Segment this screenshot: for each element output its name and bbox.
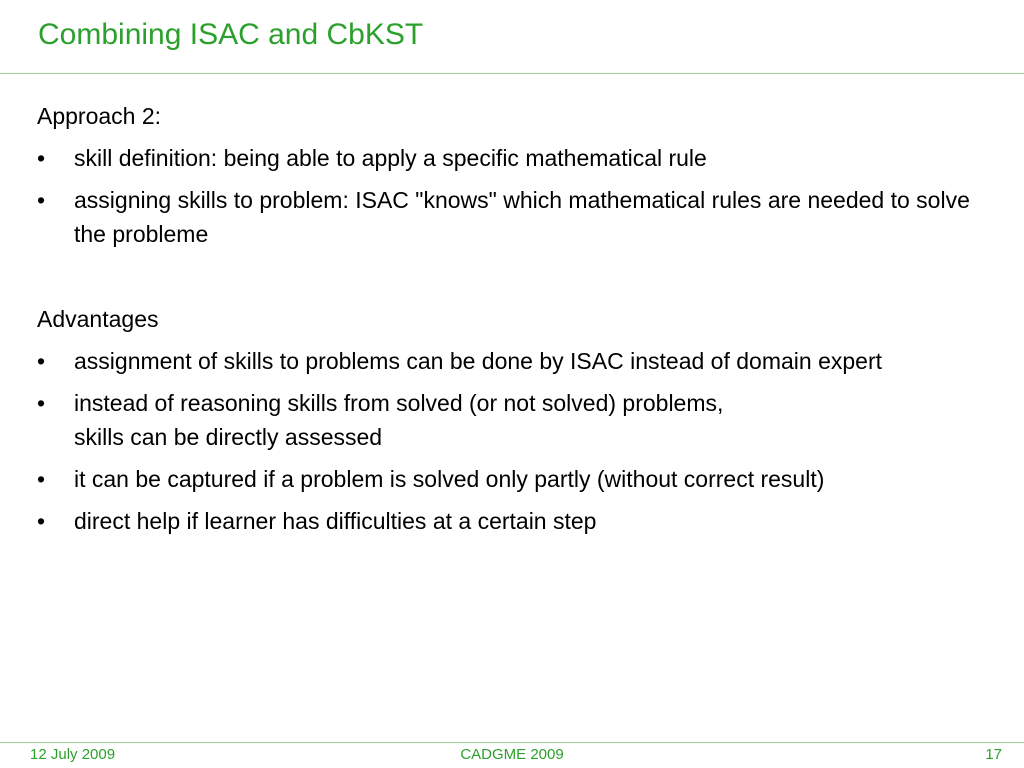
bullet-icon: • — [37, 145, 46, 171]
slide-body — [37, 99, 1007, 546]
list-item — [37, 183, 1007, 251]
bullet-text: skill definition: being able to apply a specific mathematical rule — [74, 145, 707, 171]
footer-page-number: 17 — [985, 746, 1002, 763]
footer-date: 12 July 2009 — [30, 746, 116, 763]
section-spacer — [37, 259, 1007, 302]
slide-title: Combining ISAC and CbKST — [38, 18, 424, 51]
footer-event: CADGME 2009 — [460, 746, 564, 763]
bullet-text: assigning skills to problem: ISAC "knows" which mathematical rules are needed to solve the probleme — [74, 187, 970, 247]
bullet-text: instead of reasoning skills from solved (or not solved) problems, skills can be directly assessed — [74, 390, 724, 450]
bullet-icon: • — [37, 390, 46, 416]
title-divider — [0, 73, 1024, 74]
bullet-icon: • — [37, 187, 46, 213]
footer-divider — [0, 742, 1024, 743]
section-heading-approach: Approach 2: — [37, 103, 162, 129]
bullet-icon: • — [37, 348, 46, 374]
bullet-text: direct help if learner has difficulties at a certain step — [74, 508, 597, 534]
list-item — [37, 386, 1007, 454]
bullet-icon: • — [37, 508, 46, 534]
bullet-text: assignment of skills to problems can be done by ISAC instead of domain expert — [74, 348, 882, 374]
bullet-icon: • — [37, 466, 46, 492]
list-item — [37, 462, 1007, 496]
list-item — [37, 141, 1007, 175]
bullet-text: it can be captured if a problem is solved only partly (without correct result) — [74, 466, 825, 492]
section-heading-advantages: Advantages — [37, 306, 159, 332]
list-item — [37, 344, 1007, 378]
list-item — [37, 504, 1007, 538]
